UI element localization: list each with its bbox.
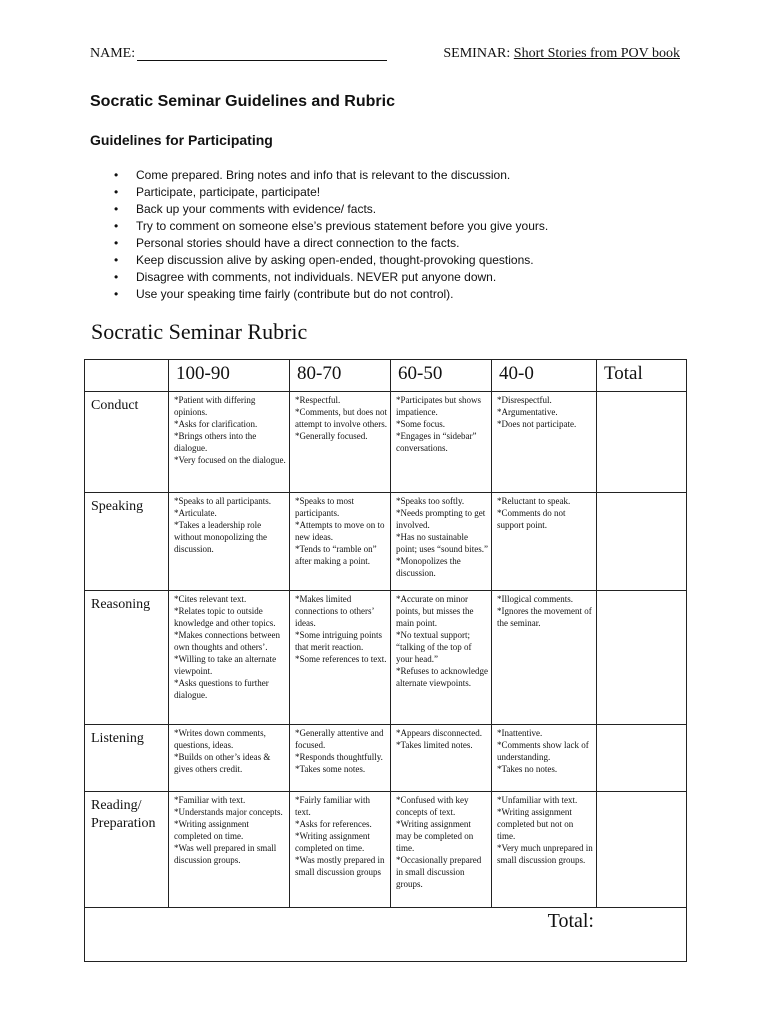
row-total-cell (597, 725, 687, 792)
rubric-cell (169, 493, 290, 591)
row-label: Listening (85, 725, 169, 792)
criterion-text: *Brings others into the dialogue. (174, 431, 257, 453)
criterion-text: *Occasionally prepared in small discussion groups. (396, 855, 482, 889)
row-label: Reading/ Preparation (85, 792, 169, 908)
criterion-text: *Makes limited connections to others’ ideas. (295, 594, 374, 628)
guideline-item: • Participate, participate, participate! (110, 184, 548, 201)
criterion-text: *Some focus. (396, 419, 445, 429)
criterion-text: *Makes connections between own thoughts and others’. (174, 630, 280, 652)
header-cell-total: Total (597, 360, 687, 392)
criterion-text: *Does not participate. (497, 419, 577, 429)
row-total-cell (597, 493, 687, 591)
guideline-item: • Disagree with comments, not individuals. NEVER put anyone down. (110, 269, 548, 286)
criterion-text: *Writing assignment completed but not on time. (497, 807, 574, 841)
criterion-text: *Speaks too softly. (396, 496, 465, 506)
criterion-text: *Some references to text. (295, 654, 387, 664)
criterion-text: *Illogical comments. (497, 594, 573, 604)
rubric-cell (391, 792, 492, 908)
rubric-cell (290, 493, 391, 591)
criterion-text: *Accurate on minor points, but misses the main point. (396, 594, 474, 628)
header-cell-100-90: 100-90 (169, 360, 290, 392)
rubric-cell (492, 792, 597, 908)
criterion-text: *Asks for references. (295, 819, 372, 829)
criterion-text: *Builds on other’s ideas & gives others credit. (174, 752, 271, 774)
criterion-text: *Ignores the movement of the seminar. (497, 606, 592, 628)
guidelines-list (110, 167, 548, 303)
criterion-text: *Respectful. (295, 395, 341, 405)
seminar-field (443, 46, 680, 62)
criterion-text: *Patient with differing opinions. (174, 395, 256, 417)
criterion-text: *Comments do not support point. (497, 508, 566, 530)
criterion-text: *Generally attentive and focused. (295, 728, 384, 750)
rubric-cell (290, 392, 391, 493)
header-line (90, 46, 680, 62)
rubric-cell (391, 493, 492, 591)
grand-total-cell (85, 908, 687, 962)
rubric-cell (492, 591, 597, 725)
rubric-cell (391, 392, 492, 493)
grand-total-label: Total: (547, 910, 594, 932)
criterion-text: *Writes down comments, questions, ideas. (174, 728, 266, 750)
guideline-item: • Personal stories should have a direct connection to the facts. (110, 235, 548, 252)
rubric-cell (492, 493, 597, 591)
criterion-text: *Confused with key concepts of text. (396, 795, 469, 817)
page-title: Socratic Seminar Guidelines and Rubric (90, 93, 395, 110)
rubric-row (85, 493, 687, 591)
rubric-cell (169, 591, 290, 725)
seminar-value: Short Stories from POV book (513, 46, 680, 61)
criterion-text: *Asks for clarification. (174, 419, 258, 429)
criterion-text: *Comments, but does not attempt to involve others. (295, 407, 387, 429)
criterion-text: *Asks questions to further dialogue. (174, 678, 269, 700)
criterion-text: *Familiar with text. (174, 795, 246, 805)
rubric-cell (169, 392, 290, 493)
row-label: Speaking (85, 493, 169, 591)
header-cell-80-70: 80-70 (290, 360, 391, 392)
row-total-cell (597, 591, 687, 725)
criterion-text: *Speaks to all participants. (174, 496, 271, 506)
criterion-text: *Generally focused. (295, 431, 368, 441)
guideline-item: • Come prepared. Bring notes and info that is relevant to the discussion. (110, 167, 548, 184)
criterion-text: *Some intriguing points that merit reaction. (295, 630, 383, 652)
criterion-text: *Disrespectful. (497, 395, 552, 405)
criterion-text: *Unfamiliar with text. (497, 795, 578, 805)
criterion-text: *Inattentive. (497, 728, 543, 738)
criterion-text: *Responds thoughtfully. (295, 752, 383, 762)
rubric-row (85, 725, 687, 792)
criterion-text: *Attempts to move on to new ideas. (295, 520, 385, 542)
criterion-text: *Understands major concepts. (174, 807, 283, 817)
row-label: Reasoning (85, 591, 169, 725)
guidelines-heading: Guidelines for Participating (90, 132, 273, 148)
criterion-text: *Engages in “sidebar” conversations. (396, 431, 477, 453)
row-label: Conduct (85, 392, 169, 493)
grand-total-row (85, 908, 687, 962)
criterion-text: *No textual support; “talking of the top of your head.” (396, 630, 472, 664)
rubric-title: Socratic Seminar Rubric (91, 319, 308, 344)
criterion-text: *Writing assignment completed on time. (295, 831, 370, 853)
rubric-cell (492, 725, 597, 792)
criterion-text: *Appears disconnected. (396, 728, 482, 738)
criterion-text: *Was well prepared in small discussion groups. (174, 843, 277, 865)
rubric-cell (290, 591, 391, 725)
row-total-cell (597, 392, 687, 493)
guideline-item: • Try to comment on someone else’s previous statement before you give yours. (110, 218, 548, 235)
criterion-text: *Writing assignment completed on time. (174, 819, 249, 841)
rubric-table (84, 359, 687, 962)
guideline-item: • Keep discussion alive by asking open-ended, thought-provoking questions. (110, 252, 548, 269)
criterion-text: *Relates topic to outside knowledge and other topics. (174, 606, 276, 628)
row-total-cell (597, 792, 687, 908)
rubric-cell (169, 725, 290, 792)
name-blank-line (137, 46, 387, 61)
criterion-text: *Tends to “ramble on” after making a point. (295, 544, 377, 566)
rubric-row (85, 392, 687, 493)
rubric-cell (391, 591, 492, 725)
seminar-label: SEMINAR: (443, 46, 511, 61)
header-cell-40-0: 40-0 (492, 360, 597, 392)
criterion-text: *Willing to take an alternate viewpoint. (174, 654, 277, 676)
rubric-cell (169, 792, 290, 908)
criterion-text: *Was mostly prepared in small discussion groups (295, 855, 385, 877)
name-label: NAME: (90, 46, 136, 61)
criterion-text: *Refuses to acknowledge alternate viewpoints. (396, 666, 488, 688)
rubric-row (85, 792, 687, 908)
criterion-text: *Takes limited notes. (396, 740, 473, 750)
criterion-text: *Takes a leadership role without monopolizing the discussion. (174, 520, 267, 554)
rubric-cell (492, 392, 597, 493)
criterion-text: *Needs prompting to get involved. (396, 508, 486, 530)
criterion-text: *Very focused on the dialogue. (174, 455, 286, 465)
criterion-text: *Comments show lack of understanding. (497, 740, 589, 762)
criterion-text: *Fairly familiar with text. (295, 795, 370, 817)
criterion-text: *Very much unprepared in small discussion groups. (497, 843, 593, 865)
header-cell-60-50: 60-50 (391, 360, 492, 392)
criterion-text: *Participates but shows impatience. (396, 395, 481, 417)
header-cell-category (85, 360, 169, 392)
rubric-cell (391, 725, 492, 792)
criterion-text: *Articulate. (174, 508, 217, 518)
criterion-text: *Speaks to most participants. (295, 496, 355, 518)
criterion-text: *Cites relevant text. (174, 594, 247, 604)
criterion-text: *Takes no notes. (497, 764, 558, 774)
rubric-header-row (85, 360, 687, 392)
rubric-row (85, 591, 687, 725)
criterion-text: *Has no sustainable point; uses “sound bites.” (396, 532, 488, 554)
guideline-item: • Use your speaking time fairly (contribute but do not control). (110, 286, 548, 303)
rubric-cell (290, 725, 391, 792)
guideline-item: • Back up your comments with evidence/ facts. (110, 201, 548, 218)
rubric-cell (290, 792, 391, 908)
criterion-text: *Writing assignment may be completed on time. (396, 819, 474, 853)
criterion-text: *Monopolizes the discussion. (396, 556, 461, 578)
criterion-text: *Takes some notes. (295, 764, 366, 774)
criterion-text: *Argumentative. (497, 407, 558, 417)
criterion-text: *Reluctant to speak. (497, 496, 571, 506)
